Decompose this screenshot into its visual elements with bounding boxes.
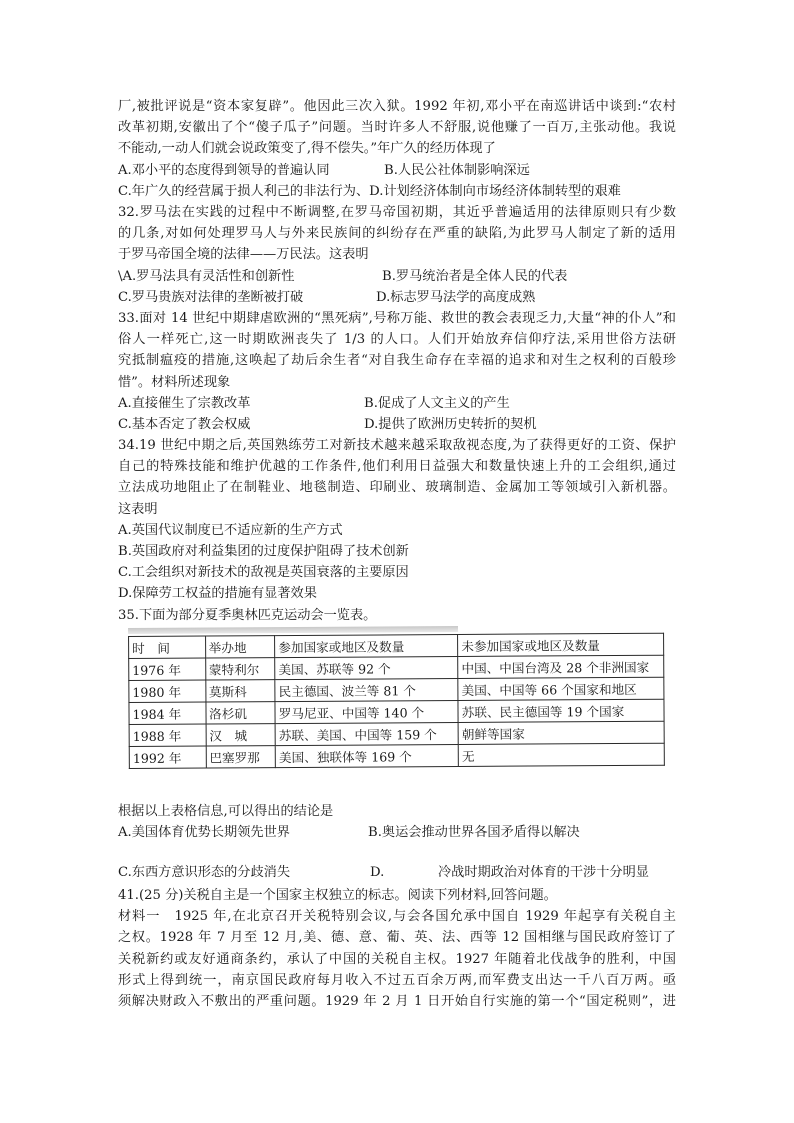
q33-text-line: 33.面对 14 世纪中期肆虐欧洲的“黑死病”,号称万能、救世的教会表现乏力,大量“神的仆人”和 bbox=[118, 311, 676, 326]
q32-options-row-1 bbox=[118, 266, 676, 287]
q31-text-line: 不能动,一动人们就会说政策变了,得不偿失。”年广久的经历体现了 bbox=[118, 141, 496, 157]
q34-option-c[interactable]: C.工会组织对新技术的敌视是英国衰落的主要原因 bbox=[118, 565, 409, 581]
table-cell: 苏联、美国、中国等 159 个 bbox=[275, 722, 458, 745]
table-cell: 汉 城 bbox=[206, 724, 276, 746]
question-32 bbox=[118, 202, 676, 308]
table-cell: 1984 年 bbox=[129, 702, 206, 724]
q32-text-line: 的几条,对如何处理罗马人与外来民族间的纠纷存在严重的缺陷,为此罗马人制定了新的适用 bbox=[118, 226, 676, 242]
table-cell: 1976 年 bbox=[129, 658, 206, 680]
table-row bbox=[129, 699, 664, 724]
q31-option-cd[interactable]: C.年广久的经营属于损人利己的非法行为、D.计划经济体制向市场经济体制转型的艰难 bbox=[118, 183, 621, 199]
question-33 bbox=[118, 308, 676, 435]
q41-material-line: 须解决财政入不敷出的严重问题。1929 年 2 月 1 日开始自行实施的第一个“国定税则”，进 bbox=[118, 993, 676, 1009]
q35-option-c[interactable]: C.东西方意识形态的分歧消失 bbox=[118, 865, 291, 880]
table-cell: 巴塞罗那 bbox=[206, 746, 276, 768]
olympics-table bbox=[128, 633, 665, 769]
q34-text-line: 34.19 世纪中期之后,英国熟练劳工对新技术越来越采取敌视态度,为了获得更好的工资、保护 bbox=[118, 438, 676, 453]
q33-option-a[interactable]: A.直接催生了宗教改革 bbox=[118, 395, 251, 411]
table-cell: 美国、中国等 66 个国家和地区 bbox=[458, 677, 664, 700]
table-header-cell: 举办地 bbox=[205, 636, 275, 658]
q35-option-b[interactable]: B.奥运会推动世界各国矛盾得以解决 bbox=[368, 825, 580, 841]
question-31 bbox=[118, 96, 676, 202]
q33-options-row-1 bbox=[118, 393, 676, 414]
q35-option-d-label[interactable]: D. bbox=[370, 865, 385, 880]
table-cell: 民主德国、波兰等 81 个 bbox=[275, 678, 458, 701]
question-34 bbox=[118, 435, 676, 605]
q35-intro: 35.下面为部分夏季奥林匹克运动会一览表。 bbox=[118, 608, 377, 623]
q41-material-line: 关税新约或友好通商条约，承认了中国的关税自主权。1927 年随着北伐战争的胜利，中国 bbox=[118, 951, 676, 967]
q34-text-line: 立法成功地阻止了在制鞋业、地毯制造、印刷业、玻璃制造、金属加工等领域引入新机器。 bbox=[118, 480, 676, 496]
q34-text-line: 自己的特殊技能和维护优越的工作条件,他们利用日益强大和数量快速上升的工会组织,通过 bbox=[118, 459, 676, 475]
q32-option-d[interactable]: D.标志罗马法学的高度成熟 bbox=[376, 289, 536, 305]
q41-material-line: 之权。1928 年 7 月至 12 月,美、德、意、葡、英、法、西等 12 国相继与国民政府签订了 bbox=[118, 930, 676, 946]
q35-options-row-1 bbox=[118, 822, 676, 843]
q34-option-a[interactable]: A.英国代议制度已不适应新的生产方式 bbox=[118, 522, 343, 538]
scan-shadow bbox=[128, 626, 458, 634]
table-cell: 洛杉矶 bbox=[206, 702, 276, 724]
q33-text-line: 究抵制瘟疫的措施,这唤起了劫后余生者“对自我生命存在幸福的追求和对生之权利的百般珍 bbox=[118, 353, 676, 369]
table-cell: 罗马尼亚、中国等 140 个 bbox=[275, 700, 458, 723]
q34-text-line: 这表明 bbox=[118, 501, 158, 517]
table-header-cell: 未参加国家或地区及数量 bbox=[458, 633, 664, 656]
table-cell: 1992 年 bbox=[129, 746, 206, 768]
q32-options-row-2 bbox=[118, 287, 676, 308]
q31-option-a[interactable]: A.邓小平的态度得到领导的普遍认同 bbox=[118, 162, 330, 178]
table-cell: 中国、中国台湾及 28 个非洲国家 bbox=[458, 655, 664, 678]
q33-text-line: 俗人一样死亡,这一时期欧洲丧失了 1/3 的人口。人们开始放弃信仰疗法,采用世俗方法研 bbox=[118, 332, 676, 348]
q35-option-a[interactable]: A.美国体育优势长期领先世界 bbox=[118, 825, 290, 841]
table-cell: 1980 年 bbox=[129, 680, 206, 702]
olympics-table-image bbox=[128, 625, 665, 786]
table-cell: 朝鲜等国家 bbox=[458, 721, 664, 744]
table-row bbox=[129, 743, 664, 768]
table-header-row bbox=[129, 633, 664, 658]
q41-title: 41.(25 分)关税自主是一个国家主权独立的标志。阅读下列材料,回答问题。 bbox=[118, 888, 557, 903]
q35-option-d-text[interactable]: 冷战时期政治对体育的干涉十分明显 bbox=[438, 865, 649, 880]
q32-option-b[interactable]: B.罗马统治者是全体人民的代表 bbox=[382, 268, 568, 284]
q32-option-a[interactable]: \A.罗马法具有灵活性和创新性 bbox=[118, 268, 295, 284]
q33-option-c[interactable]: C.基本否定了教会权威 bbox=[118, 416, 251, 432]
q33-text-line: 惜”。材料所述现象 bbox=[118, 374, 231, 390]
q33-option-d[interactable]: D.提供了欧洲历史转折的契机 bbox=[364, 416, 537, 432]
q31-text-line: 改革初期,安徽出了个“傻子瓜子”问题。当时许多人不舒服,说他赚了一百万,主张动他。我说 bbox=[118, 120, 676, 136]
q35-stem: 根据以上表格信息,可以得出的结论是 bbox=[118, 804, 334, 819]
table-cell: 莫斯科 bbox=[205, 680, 275, 702]
question-35-intro bbox=[118, 605, 676, 626]
table-header-cell: 时 间 bbox=[129, 636, 206, 658]
q32-text-line: 32.罗马法在实践的过程中不断调整,在罗马帝国初期，其近乎普遍适用的法律原则只有少数 bbox=[118, 205, 676, 220]
q32-text-line: 于罗马帝国全境的法律——万民法。这表明 bbox=[118, 247, 369, 263]
table-cell: 蒙特利尔 bbox=[205, 658, 275, 680]
table-header-cell: 参加国家或地区及数量 bbox=[275, 634, 458, 657]
table-row bbox=[129, 655, 664, 680]
table-cell: 苏联、民主德国等 19 个国家 bbox=[458, 699, 664, 722]
q41-material-line: 形式上得到统一，南京国民政府每月收入不过五百余万两,而军费支出达一千八百万两。亟 bbox=[118, 972, 676, 988]
table-row bbox=[129, 677, 664, 702]
q35-options-row-2 bbox=[118, 862, 676, 883]
q32-option-c[interactable]: C.罗马贵族对法律的垄断被打破 bbox=[118, 289, 304, 305]
q31-option-b[interactable]: B.人民公社体制影响深远 bbox=[384, 162, 530, 178]
q33-options-row-2 bbox=[118, 414, 676, 435]
q31-options-row bbox=[118, 160, 676, 181]
q34-option-b[interactable]: B.英国政府对利益集团的过度保护阻碍了技术创新 bbox=[118, 543, 409, 559]
table-cell: 1988 年 bbox=[129, 724, 206, 746]
q31-text-line: 厂,被批评说是“资本家复辟”。他因此三次入狱。1992 年初,邓小平在南巡讲话中谈到:“农村 bbox=[118, 99, 676, 114]
q34-option-d[interactable]: D.保障劳工权益的措施有显著效果 bbox=[118, 586, 317, 602]
question-41 bbox=[118, 885, 676, 1012]
table-cell: 美国、苏联等 92 个 bbox=[275, 656, 458, 679]
table-cell: 无 bbox=[458, 743, 664, 766]
question-35-row-2 bbox=[118, 862, 676, 883]
table-cell: 美国、独联体等 169 个 bbox=[275, 744, 458, 767]
table-row bbox=[129, 721, 664, 746]
q33-option-b[interactable]: B.促成了人文主义的产生 bbox=[364, 395, 510, 411]
q41-material-line: 材料一 1925 年,在北京召开关税特别会议,与会各国允承中国自 1929 年起享有关税自主 bbox=[118, 909, 676, 925]
question-35 bbox=[118, 801, 676, 843]
